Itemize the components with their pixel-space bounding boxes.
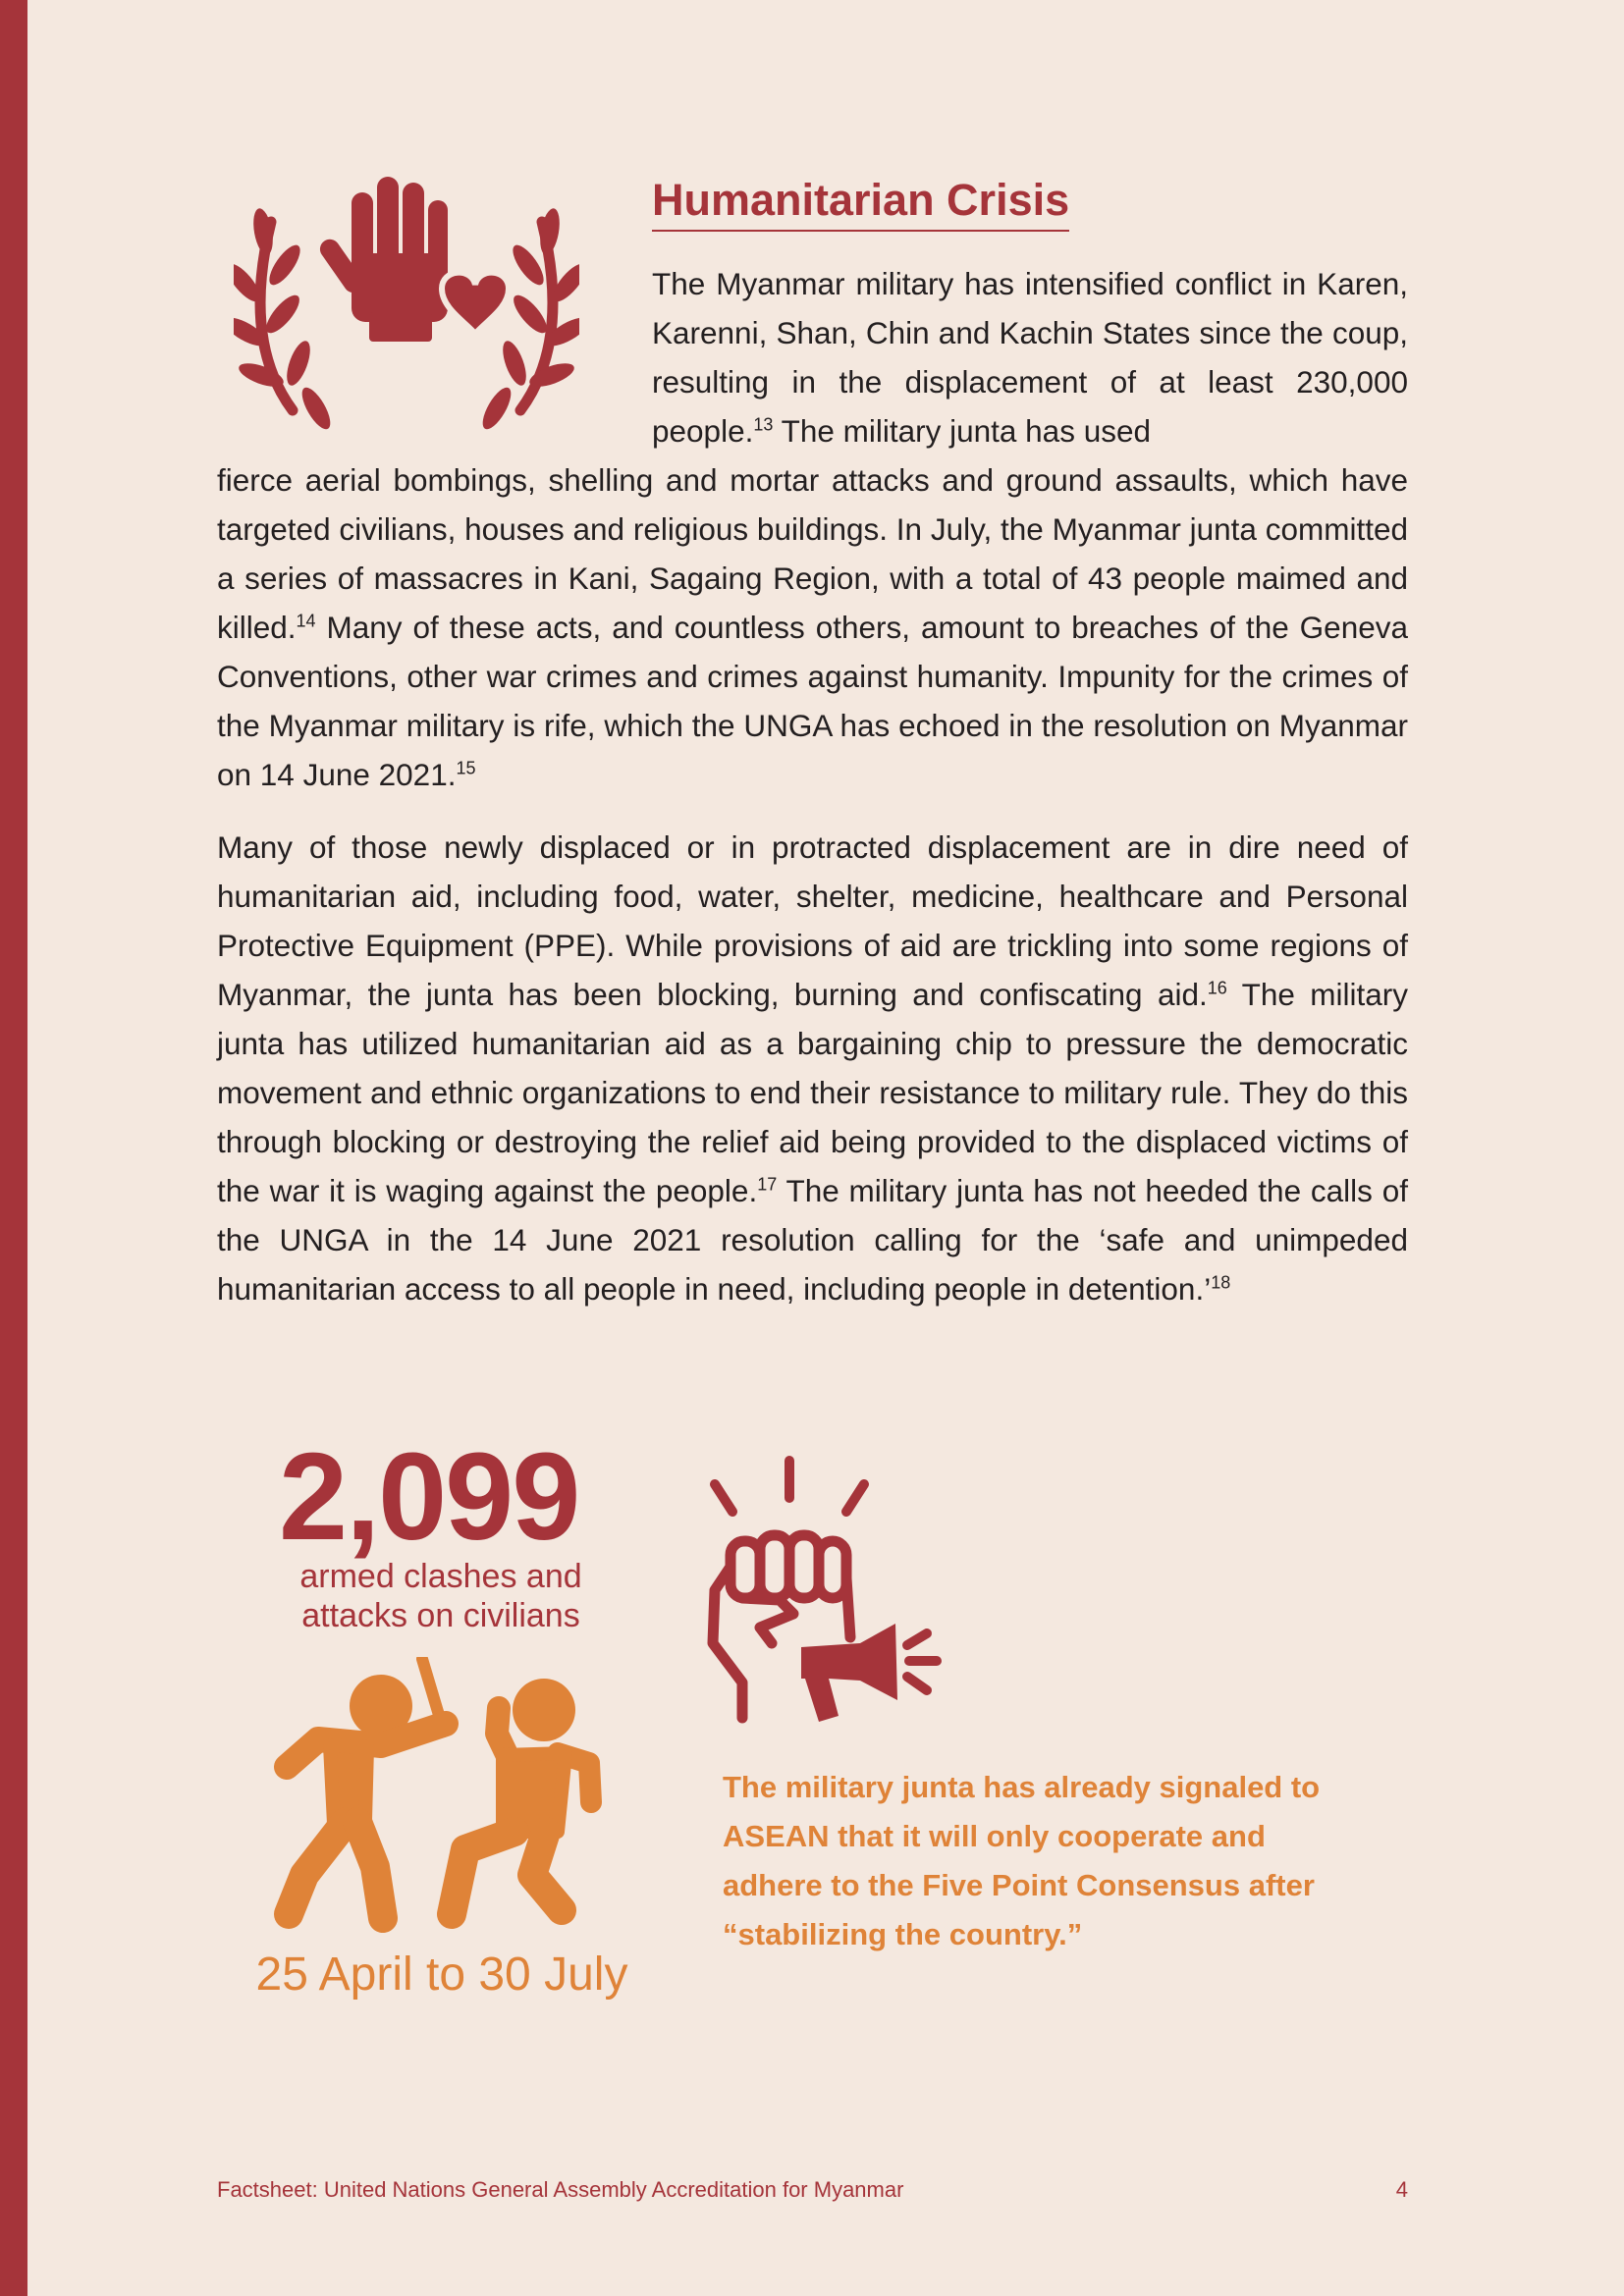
footnote-17: 17 [757,1174,778,1195]
pull-quote: The military junta has already signaled to ASEAN that it will only cooperate and adhere to the Five Point Consensus after “stabilizing the country.” [723,1770,1321,1951]
stat-caption: armed clashes and attacks on civilians [299,1558,582,1634]
footnote-14: 14 [296,611,316,631]
side-stripe [0,0,27,2296]
stat-number: 2,099 [279,1427,579,1566]
page-number: 4 [1395,2177,1408,2202]
paragraph-1-body: fierce aerial bombings, shelling and mortar attacks and ground assaults, which have targeted civilians, houses and religious buildings. In July, the Myanmar junta committed a series of massacres in Kani, Sagaing Region, with a total of 43 people maimed and killed.$^{14}$ Many of these acts, and countless others, amount to breaches of the Geneva Conventions, other war crimes and crimes against humanity. Impunity for the crimes of the Myanmar military is rife, which the UNGA has echoed in the resolution on Myanmar on 14 June 2021.15 [217,462,1408,792]
paragraph-1-intro: The Myanmar military has intensified conflict in Karen, Karenni, Shan, Chin and Kachin States since the coup, resulting in the displacement of at least 230,000 people.$^{13}$ The military junta has used [652,266,1408,449]
hand-heart-laurel-icon [234,175,579,432]
footnote-16: 16 [1207,978,1227,998]
footnote-18: 18 [1211,1272,1231,1293]
footer-title: Factsheet: United Nations General Assembly Accreditation for Myanmar [217,2177,904,2202]
raised-fist-megaphone-icon [703,1451,945,1728]
date-range: 25 April to 30 July [255,1949,628,2001]
footnote-13: 13 [753,414,774,435]
paragraph-2: Many of those newly displaced or in protracted displacement are in dire need of humanitarian aid, including food, water, shelter, medicine, healthcare and Personal Protective Equipment (PPE). While provisions of aid are trickling into some regions of Myanmar, the junta has been blocking, burning and confiscating aid.$^{16}$ The military junta has utilized humanitarian aid as a bargaining chip to pressure the democratic movement and ethnic organizations to end their resistance to military rule. They do this through blocking or destroying the relief aid being provided to the displaced victims of the war it is waging against the people.$^{17}$ The military junta has not heeded the calls of the UNGA in the 14 June 2021 resolution calling for the ‘safe and unimpeded humanitarian access to all people in need, including people in detention.’$^{18}$ [217,829,1408,1307]
footnote-15: 15 [456,758,476,778]
section-title: Humanitarian Crisis [652,173,1069,232]
fighting-people-icon [271,1657,609,1934]
